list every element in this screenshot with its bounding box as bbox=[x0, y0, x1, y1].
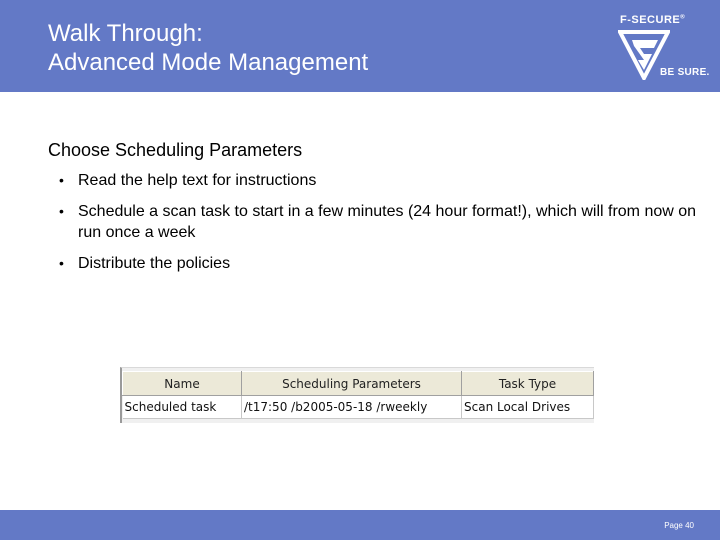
slide-footer bbox=[0, 510, 720, 540]
title-line-1: Walk Through: bbox=[48, 20, 203, 47]
instruction-list bbox=[58, 170, 698, 284]
cell-name[interactable]: Scheduled task bbox=[123, 396, 242, 419]
cell-scheduling-parameters[interactable]: /t17:50 /b2005-05-18 /rweekly bbox=[242, 396, 462, 419]
title-line-2: Advanced Mode Management bbox=[48, 49, 369, 76]
section-heading: Choose Scheduling Parameters bbox=[48, 140, 303, 160]
scheduled-tasks-table bbox=[120, 367, 594, 423]
logo-brand: F-SECURE® bbox=[620, 14, 686, 26]
logo-tagline: BE SURE. bbox=[660, 67, 710, 78]
list-item: • Schedule a scan task to start in a few minutes (24 hour format!), which will from now on run once a week bbox=[59, 203, 697, 241]
column-header-task-type[interactable]: Task Type bbox=[462, 372, 594, 396]
column-header-name[interactable]: Name bbox=[123, 372, 242, 396]
column-header-scheduling-parameters[interactable]: Scheduling Parameters bbox=[242, 372, 462, 396]
list-item: • Distribute the policies bbox=[59, 255, 231, 272]
slide-header bbox=[0, 0, 720, 92]
bullet-icon: • bbox=[59, 203, 64, 219]
cell-task-type[interactable]: Scan Local Drives bbox=[462, 396, 594, 419]
list-item: • Read the help text for instructions bbox=[59, 172, 317, 189]
table-row[interactable] bbox=[123, 396, 594, 419]
bullet-icon: • bbox=[59, 255, 64, 271]
bullet-icon: • bbox=[59, 172, 64, 188]
page-number: Page 40 bbox=[664, 521, 694, 530]
f-secure-logo bbox=[610, 12, 714, 84]
slide-title bbox=[48, 19, 368, 77]
